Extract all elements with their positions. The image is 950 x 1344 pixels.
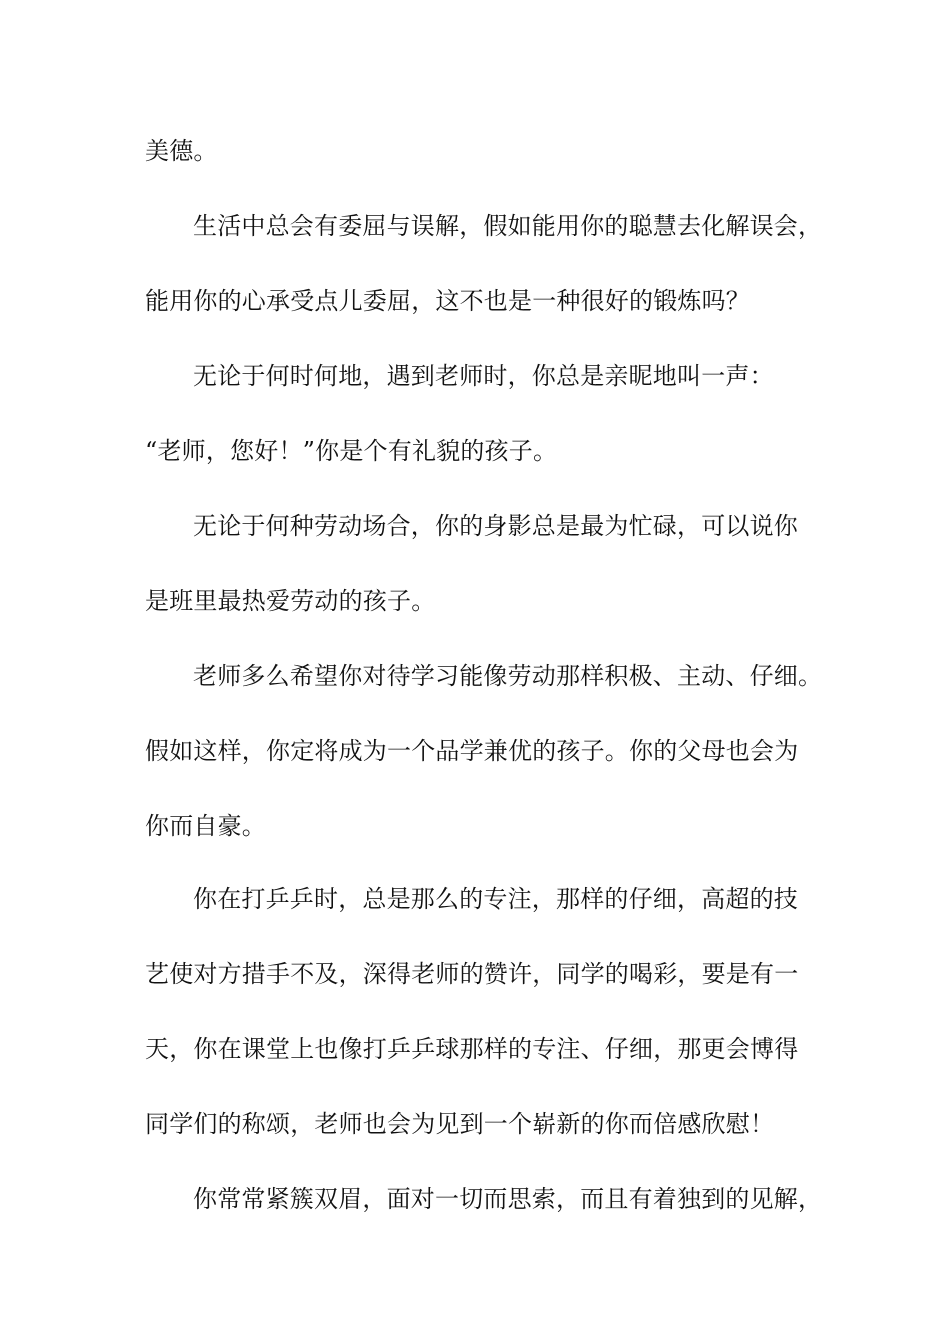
- text-line: 假如这样，你定将成为一个品学兼优的孩子。你的父母也会为: [145, 737, 799, 765]
- text-line: 艺使对方措手不及，深得老师的赞许，同学的喝彩，要是有一: [145, 960, 799, 988]
- text-line: 是班里最热爱劳动的孩子。: [145, 587, 436, 615]
- text-line: 能用你的心承受点儿委屈，这不也是一种很好的锻炼吗？: [145, 287, 750, 315]
- text-line: 你而自豪。: [145, 812, 266, 840]
- text-line: 美德。: [145, 137, 218, 165]
- paragraph-start-line: 无论于何时何地，遇到老师时，你总是亲昵地叫一声：: [193, 362, 774, 390]
- text-line: 天，你在课堂上也像打乒乒球那样的专注、仔细，那更会博得: [145, 1035, 799, 1063]
- paragraph-start-line: 你常常紧簇双眉，面对一切而思索，而且有着独到的见解，: [193, 1185, 823, 1213]
- paragraph-start-line: 老师多么希望你对待学习能像劳动那样积极、主动、仔细。: [193, 662, 823, 690]
- text-line: “老师，您好！”你是个有礼貌的孩子。: [145, 437, 558, 465]
- paragraph-start-line: 生活中总会有委屈与误解，假如能用你的聪慧去化解误会，: [193, 212, 823, 240]
- text-line: 同学们的称颂，老师也会为见到一个崭新的你而倍感欣慰！: [145, 1110, 775, 1138]
- paragraph-start-line: 你在打乒乒时，总是那么的专注，那样的仔细，高超的技: [193, 885, 798, 913]
- paragraph-start-line: 无论于何种劳动场合，你的身影总是最为忙碌，可以说你: [193, 512, 798, 540]
